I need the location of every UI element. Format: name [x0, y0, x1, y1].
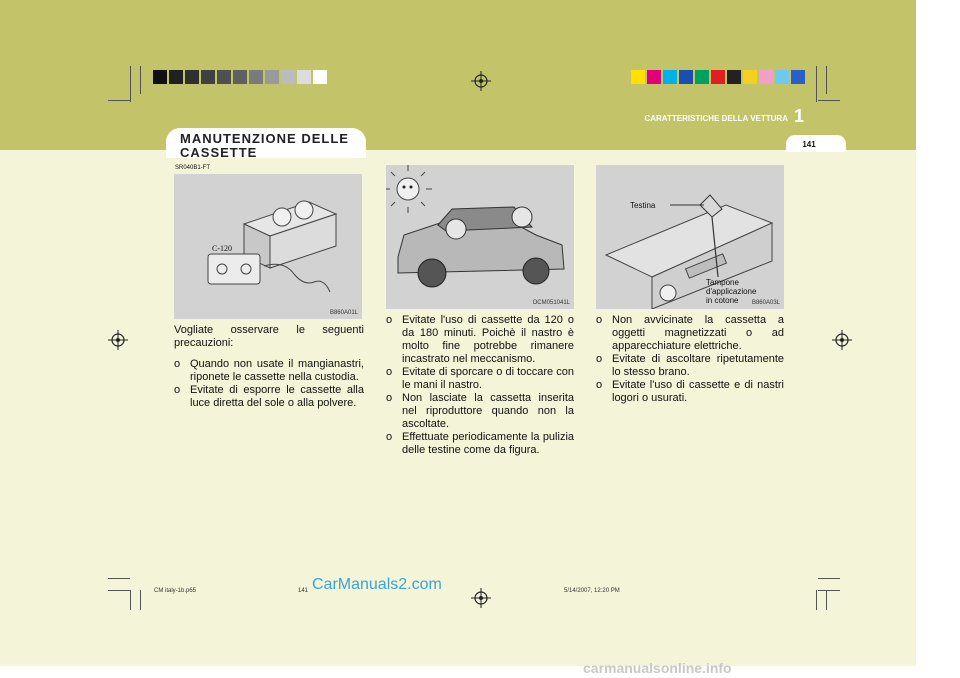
- list-item: o Evitate di esporre le cassette alla luce diretta del sole o alla polvere.: [174, 384, 364, 409]
- registration-mark-icon: [471, 71, 491, 91]
- column-1: [174, 324, 364, 410]
- color-swatch: [791, 70, 805, 84]
- list-item: o Non lasciate la cassetta inserita nel riproduttore quando non la ascoltate.: [386, 392, 574, 430]
- color-swatch: [185, 70, 199, 84]
- color-swatch: [727, 70, 741, 84]
- color-swatch: [153, 70, 167, 84]
- figure-code: B860A01L: [329, 310, 358, 316]
- color-swatch: [297, 70, 311, 84]
- list-item: o Evitate l'uso di cassette e di nastri logori o usurati.: [596, 379, 784, 404]
- list-item: o Effettuate periodicamente la pulizia delle testine come da figura.: [386, 431, 574, 456]
- list-item: o Evitate di ascoltare ripetutamente lo stesso brano.: [596, 353, 784, 378]
- footer-page: 141: [298, 588, 309, 594]
- color-swatch: [217, 70, 231, 84]
- reference-code: SR040B1-FT: [175, 165, 211, 171]
- bullet-list: [386, 314, 574, 457]
- color-swatch: [281, 70, 295, 84]
- column-3: [596, 314, 784, 405]
- color-swatch: [249, 70, 263, 84]
- figure-code: OCM051041L: [532, 300, 570, 306]
- bullet-list: [174, 358, 364, 410]
- color-swatch: [201, 70, 215, 84]
- registration-mark-icon: [471, 588, 491, 608]
- color-swatch: [647, 70, 661, 84]
- list-item: o Non avvicinate la cassetta a oggetti magnetizzati o ad apparecchiature elettriche.: [596, 314, 784, 352]
- cassette-illustration: [174, 174, 362, 319]
- chapter-label: CARATTERISTICHE DELLA VETTURA: [644, 114, 788, 123]
- color-swatch: [743, 70, 757, 84]
- color-swatch: [233, 70, 247, 84]
- cassette-label: C-120: [212, 244, 232, 253]
- page-number: 141: [802, 140, 816, 149]
- footer-date: 5/14/2007, 12:20 PM: [564, 588, 620, 594]
- deck-figure: [596, 165, 784, 309]
- section-title: MANUTENZIONE DELLE CASSETTE: [180, 131, 349, 160]
- list-item: o Quando non usate il mangianastri, riponete le cassette nella custodia.: [174, 358, 364, 383]
- bullet-list: [596, 314, 784, 405]
- intro-paragraph: Vogliate osservare le seguenti precauzioni:: [174, 324, 364, 349]
- color-swatch: [679, 70, 693, 84]
- color-swatch: [711, 70, 725, 84]
- car-figure: [386, 165, 574, 309]
- chapter-number: 1: [794, 106, 805, 126]
- color-swatch: [775, 70, 789, 84]
- pad-label: Tampone d'applicazione in cotone: [706, 278, 757, 305]
- column-2: [386, 314, 574, 457]
- color-swatch: [313, 70, 327, 84]
- registration-mark-icon: [108, 330, 128, 350]
- site-watermark: carmanualsonline.info: [583, 660, 732, 676]
- footer-file: CM italy-1b.p65: [154, 588, 197, 594]
- registration-mark-icon: [832, 330, 852, 350]
- watermark: CarManuals2.com: [312, 576, 442, 593]
- car-illustration: [386, 165, 574, 309]
- color-swatch: [631, 70, 645, 84]
- color-swatch: [695, 70, 709, 84]
- color-swatch: [663, 70, 677, 84]
- figure-code: B860A03L: [751, 300, 780, 306]
- color-swatch: [265, 70, 279, 84]
- list-item: o Evitate di sporcare o di toccare con le mani il nastro.: [386, 366, 574, 391]
- cassette-figure: [174, 174, 362, 319]
- head-label: Testina: [630, 201, 656, 210]
- color-swatch: [169, 70, 183, 84]
- color-swatch: [759, 70, 773, 84]
- list-item: o Evitate l'uso di cassette da 120 o da 180 minuti. Poichè il nastro è molto fine potrebbe rimanere incastrato nel meccanismo.: [386, 314, 574, 365]
